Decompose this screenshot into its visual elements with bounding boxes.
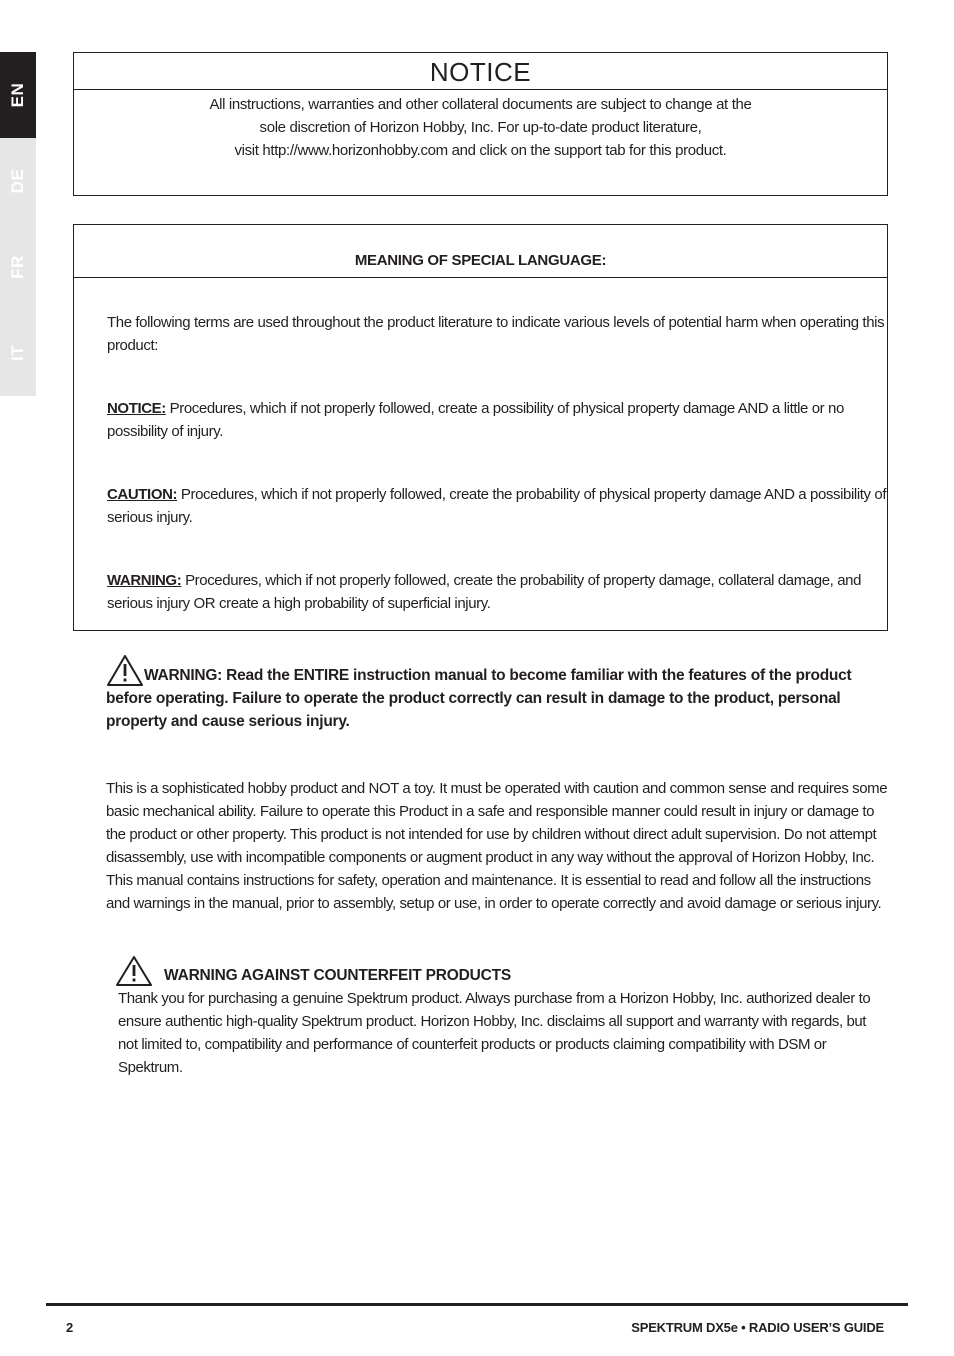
- special-language-intro: The following terms are used throughout the product literature to indicate various levels of potential harm when operating this product:: [107, 314, 885, 354]
- notice-body: [74, 90, 887, 162]
- special-language-title: MEANING OF SPECIAL LANGUAGE:: [74, 225, 887, 278]
- notice-line: All instructions, warranties and other collateral documents are subject to change at the: [209, 96, 752, 113]
- lang-tab-it[interactable]: [0, 310, 36, 396]
- guide-title: SPEKTRUM DX5e • RADIO USER’S GUIDE: [631, 1320, 884, 1335]
- notice-line: sole discretion of Horizon Hobby, Inc. For up-to-date product literature,: [259, 119, 702, 136]
- lang-tab-label: DE: [8, 168, 27, 194]
- notice-box: [73, 52, 888, 196]
- special-language-box: [73, 224, 888, 631]
- term-description: Procedures, which if not properly followed, create the probability of property damage, collateral damage, and serious injury OR create a high probability of superficial injury.: [107, 572, 862, 612]
- notice-title: NOTICE: [74, 53, 887, 90]
- read-manual-warning: [106, 654, 891, 733]
- lang-tab-fr[interactable]: [0, 224, 36, 310]
- term-caution: [107, 483, 887, 529]
- term-description: Procedures, which if not properly followed, create a possibility of physical property damage AND a little or no possibility of injury.: [107, 400, 844, 440]
- term-label: CAUTION:: [107, 486, 178, 503]
- lang-tab-label: EN: [8, 82, 27, 108]
- lang-tab-label: IT: [8, 344, 27, 362]
- lang-tab-label: FR: [8, 255, 27, 279]
- lang-tab-de[interactable]: [0, 138, 36, 224]
- warning-triangle-icon: [106, 654, 144, 687]
- term-notice: [107, 397, 887, 443]
- notice-line: visit http://www.horizonhobby.com and click on the support tab for this product.: [234, 142, 727, 159]
- safety-paragraph: This is a sophisticated hobby product and NOT a toy. It must be operated with caution and common sense and requires some basic mechanical ability. Failure to operate this Product in a safe and responsible manner could result in injury or damage to the product or other property. This product is not intended for use by children without direct adult supervision. Do not attempt disassembly, use with incompatible components or augment product in any way without the approval of Horizon Hobby, Inc. This manual contains instructions for safety, operation and maintenance. It is essential to read and follow all the instructions and warnings in the manual, prior to assembly, setup or use, in order to operate correctly and avoid damage or serious injury.: [106, 780, 888, 912]
- language-tabs: [0, 52, 36, 396]
- counterfeit-paragraph: Thank you for purchasing a genuine Spektrum product. Always purchase from a Horizon Hobby, Inc. authorized dealer to ensure authentic high-quality Spektrum product. Horizon Hobby, Inc. disclaims all support and warranty with regards, but not limited to, compatibility and performance of counterfeit products or products claiming compatibility with DSM or Spektrum.: [118, 990, 871, 1076]
- footer-rule: [46, 1303, 908, 1306]
- term-label: NOTICE:: [107, 400, 166, 417]
- term-warning: [107, 569, 887, 615]
- read-manual-warning-text: WARNING: Read the ENTIRE instruction manual to become familiar with the features of the product before operating. Failure to operate the product correctly can result in damage to the product, personal property and cause serious injury.: [106, 667, 852, 730]
- lang-tab-en[interactable]: [0, 52, 36, 138]
- term-label: WARNING:: [107, 572, 182, 589]
- warning-triangle-icon: [115, 955, 153, 987]
- term-description: Procedures, which if not properly followed, create the probability of physical property damage AND a possibility of serious injury.: [107, 486, 887, 526]
- page-number: 2: [66, 1320, 74, 1335]
- counterfeit-heading-text: WARNING AGAINST COUNTERFEIT PRODUCTS: [164, 967, 511, 984]
